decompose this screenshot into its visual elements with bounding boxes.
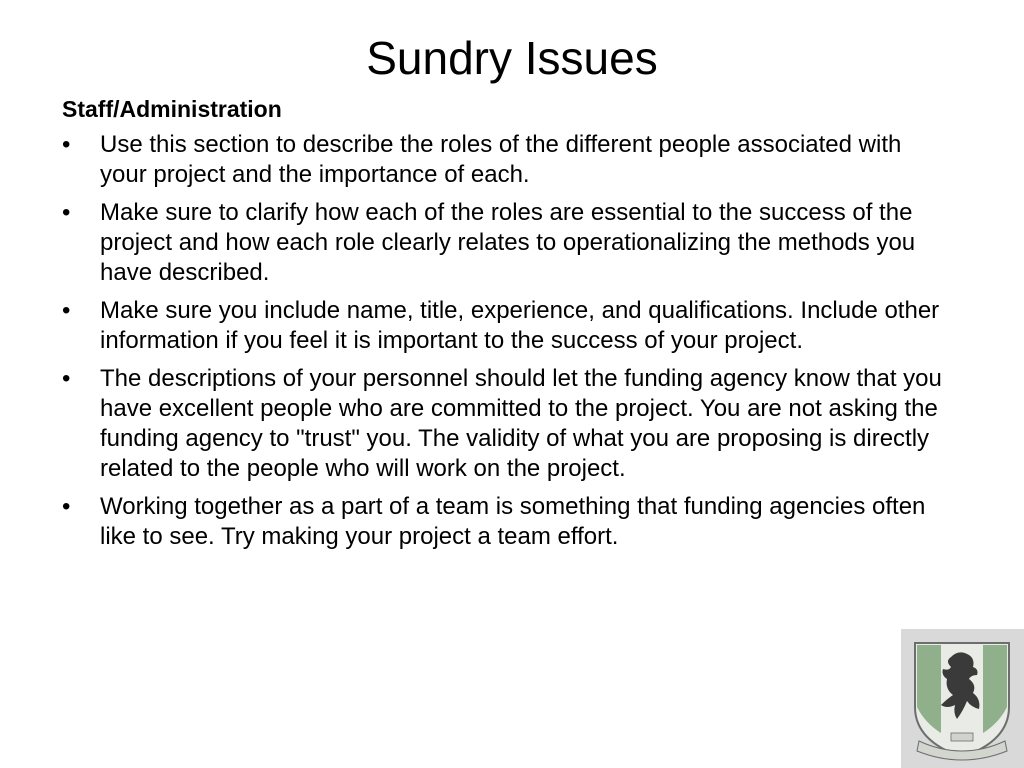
bullet-item bbox=[62, 296, 952, 356]
bullet-item bbox=[62, 198, 952, 288]
bullet-icon: • bbox=[62, 493, 71, 520]
slide-title: Sundry Issues bbox=[366, 32, 658, 84]
bullet-icon: • bbox=[62, 199, 71, 226]
section-heading: Staff/Administration bbox=[62, 96, 282, 122]
bullet-item bbox=[62, 130, 952, 190]
university-crest-icon bbox=[901, 629, 1024, 768]
bullet-icon: • bbox=[62, 131, 71, 158]
bullet-icon: • bbox=[62, 297, 71, 324]
slide-content bbox=[62, 94, 952, 560]
bullet-list bbox=[62, 130, 952, 552]
date-plate bbox=[951, 733, 973, 741]
bullet-text: Make sure you include name, title, experience, and qualifications. Include other information if you feel it is important to the success of your project. bbox=[100, 297, 940, 354]
bullet-icon: • bbox=[62, 365, 71, 392]
bullet-text: Use this section to describe the roles of the different people associated with your project and the importance of each. bbox=[100, 131, 902, 188]
bullet-item bbox=[62, 492, 952, 552]
bullet-text: The descriptions of your personnel should let the funding agency know that you have excellent people who are committed to the project. You are not asking the funding agency to "trust" you. The validity of what you are proposing is directly related to the people who will work on the project. bbox=[100, 365, 942, 482]
bullet-item bbox=[62, 364, 952, 484]
bullet-text: Working together as a part of a team is something that funding agencies often like to see. Try making your project a team effort. bbox=[100, 493, 926, 550]
bullet-text: Make sure to clarify how each of the roles are essential to the success of the project and how each role clearly relates to operationalizing the methods you have described. bbox=[100, 199, 916, 286]
